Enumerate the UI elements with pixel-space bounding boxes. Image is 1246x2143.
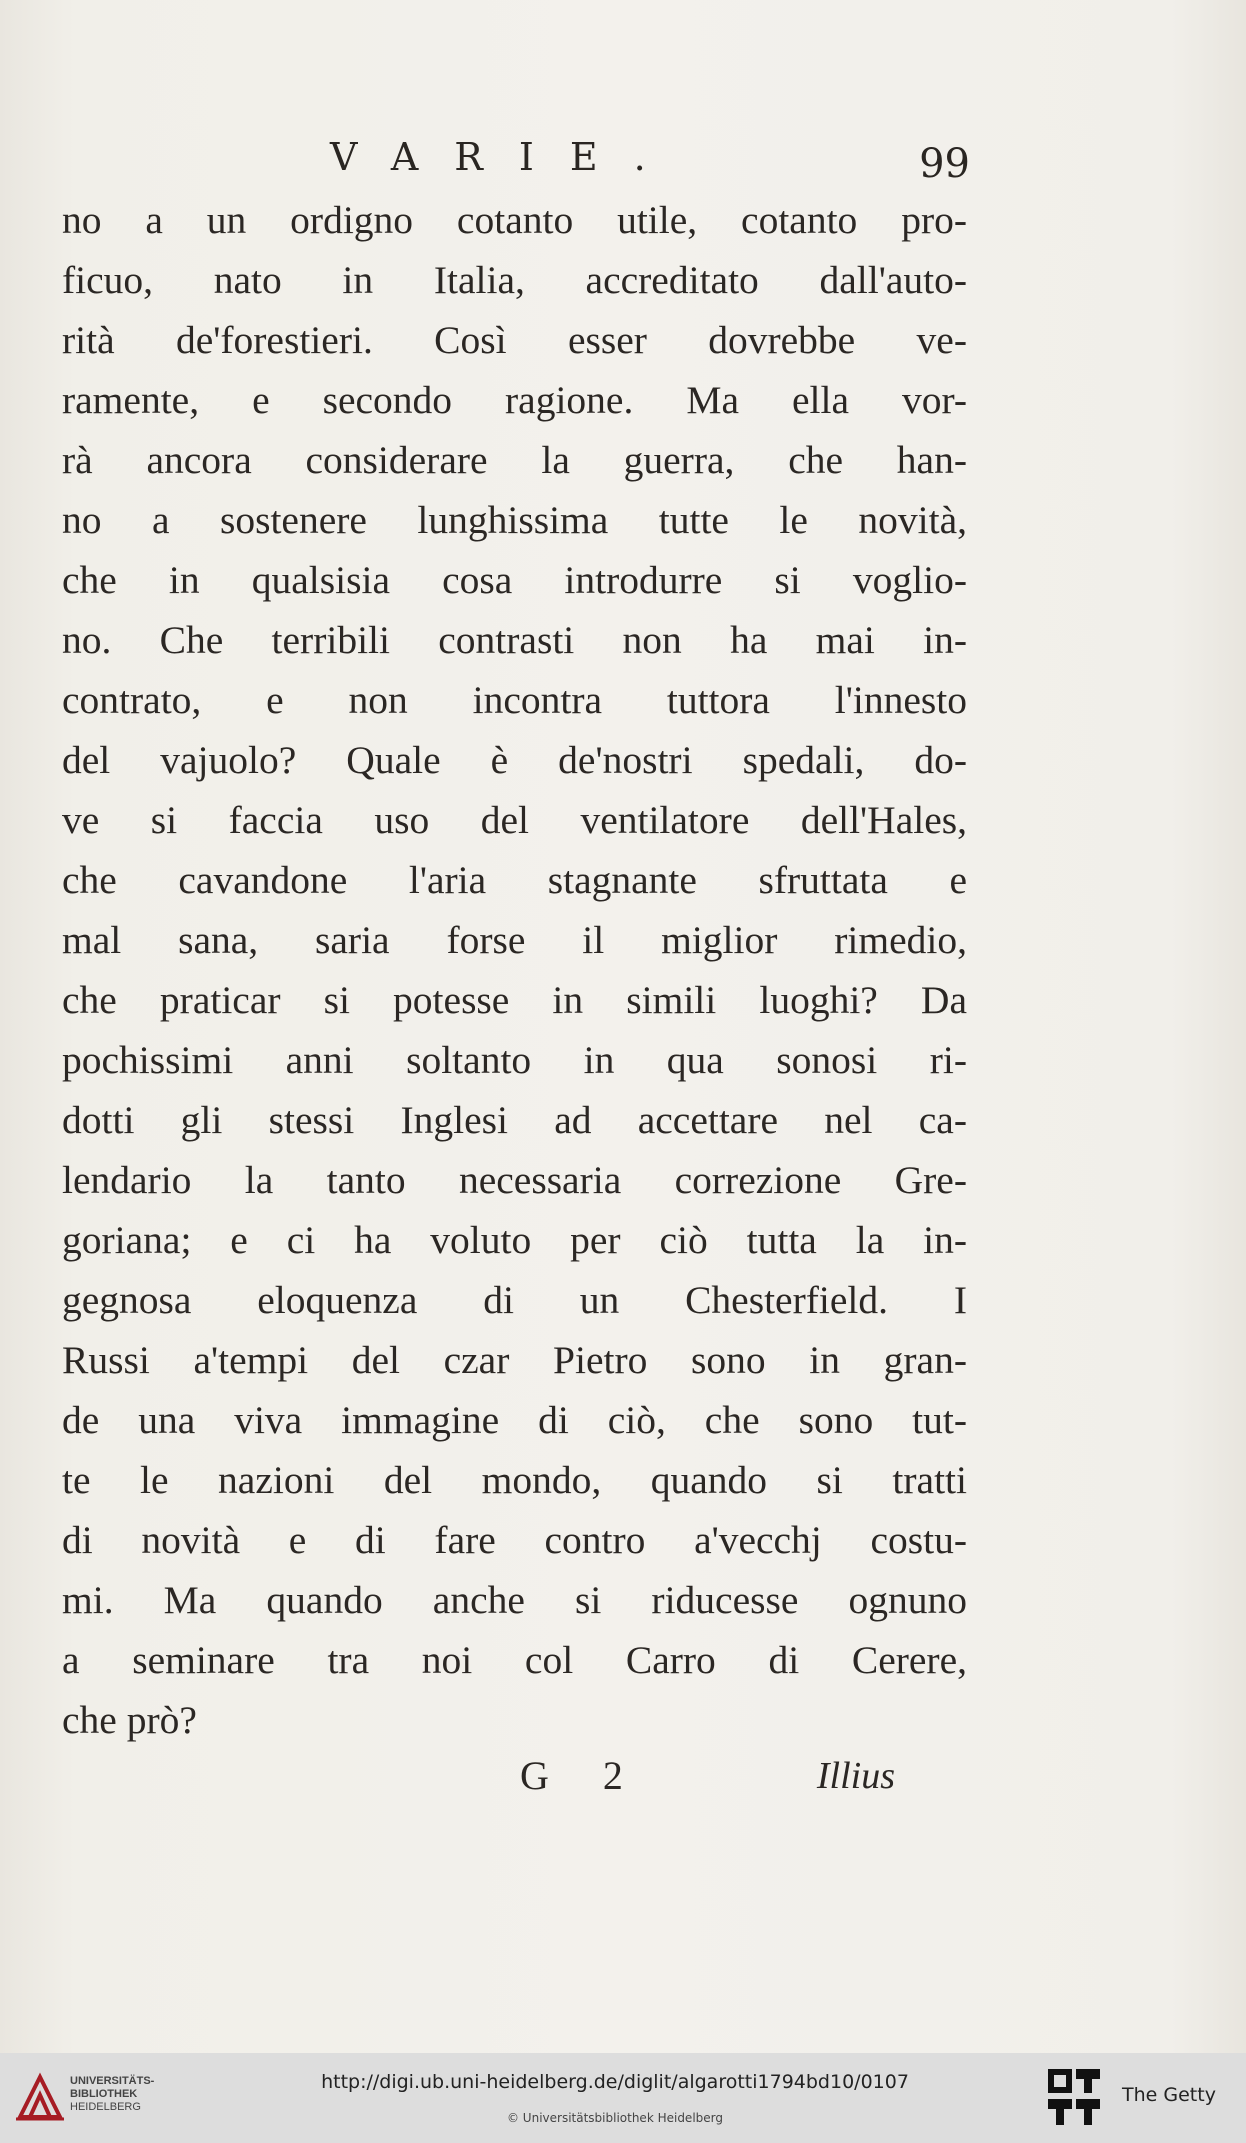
text-line: no a sostenere lunghissima tutte le novità, — [62, 498, 967, 542]
library-name-line: HEIDELBERG — [70, 2101, 141, 2113]
text-line: lendario la tanto necessaria correzione Gre- — [62, 1158, 967, 1202]
text-line: che prò? — [62, 1698, 197, 1742]
text-line: ramente, e secondo ragione. Ma ella vor- — [62, 378, 967, 422]
body-text — [62, 190, 967, 1750]
copyright-notice: © Universitätsbibliothek Heidelberg — [506, 2111, 723, 2125]
catchword: Illius — [816, 1755, 895, 1797]
text-line: mi. Ma quando anche si riducesse ognuno — [62, 1578, 967, 1622]
university-library-logo-icon — [14, 2071, 66, 2123]
page-footer — [520, 1752, 895, 1802]
partner-name: The Getty — [1122, 2084, 1216, 2106]
text-line: Russi a'tempi del czar Pietro sono in gran- — [62, 1338, 967, 1382]
text-line: che in qualsisia cosa introdurre si voglio- — [62, 558, 967, 602]
library-name — [70, 2075, 154, 2114]
text-line: dotti gli stessi Inglesi ad accettare nel ca- — [62, 1098, 967, 1142]
text-line: no. Che terribili contrasti non ha mai in- — [62, 618, 967, 662]
text-line: a seminare tra noi col Carro di Cerere, — [62, 1638, 967, 1682]
page-number: 99 — [919, 141, 970, 187]
running-title: VARIE. — [330, 135, 682, 179]
text-line: goriana; e ci ha voluto per ciò tutta la in- — [62, 1218, 967, 1262]
viewer-bottom-bar — [0, 2053, 1246, 2143]
text-line: del vajuolo? Quale è de'nostri spedali, do- — [62, 738, 967, 782]
signature-mark: G 2 — [520, 1753, 645, 1798]
text-line: te le nazioni del mondo, quando si tratti — [62, 1458, 967, 1502]
text-line: de una viva immagine di ciò, che sono tut- — [62, 1398, 967, 1442]
permalink-url[interactable]: http://digi.ub.uni-heidelberg.de/diglit/algarotti1794bd10/0107 — [321, 2071, 909, 2093]
text-line: che praticar si potesse in simili luoghi? Da — [62, 978, 967, 1022]
text-line: che cavandone l'aria stagnante sfruttata e — [62, 858, 967, 902]
text-line: gegnosa eloquenza di un Chesterfield. I — [62, 1278, 967, 1322]
text-line: ve si faccia uso del ventilatore dell'Hales, — [62, 798, 967, 842]
text-line: ficuo, nato in Italia, accreditato dall'auto- — [62, 258, 967, 302]
library-name-line: UNIVERSITÄTS- — [70, 2075, 155, 2087]
text-line: di novità e di fare contro a'vecchj costu- — [62, 1518, 967, 1562]
text-line: pochissimi anni soltanto in qua sonosi ri- — [62, 1038, 967, 1082]
text-line: no a un ordigno cotanto utile, cotanto pro- — [62, 198, 967, 242]
text-line: rità de'forestieri. Così esser dovrebbe ve- — [62, 318, 967, 362]
getty-logo-icon — [1048, 2069, 1100, 2125]
text-line: contrato, e non incontra tuttora l'innesto — [62, 678, 967, 722]
library-name-line: BIBLIOTHEK — [70, 2088, 138, 2100]
text-line: rà ancora considerare la guerra, che han- — [62, 438, 967, 482]
text-line: mal sana, saria forse il miglior rimedio, — [62, 918, 967, 962]
page-header — [330, 135, 970, 195]
